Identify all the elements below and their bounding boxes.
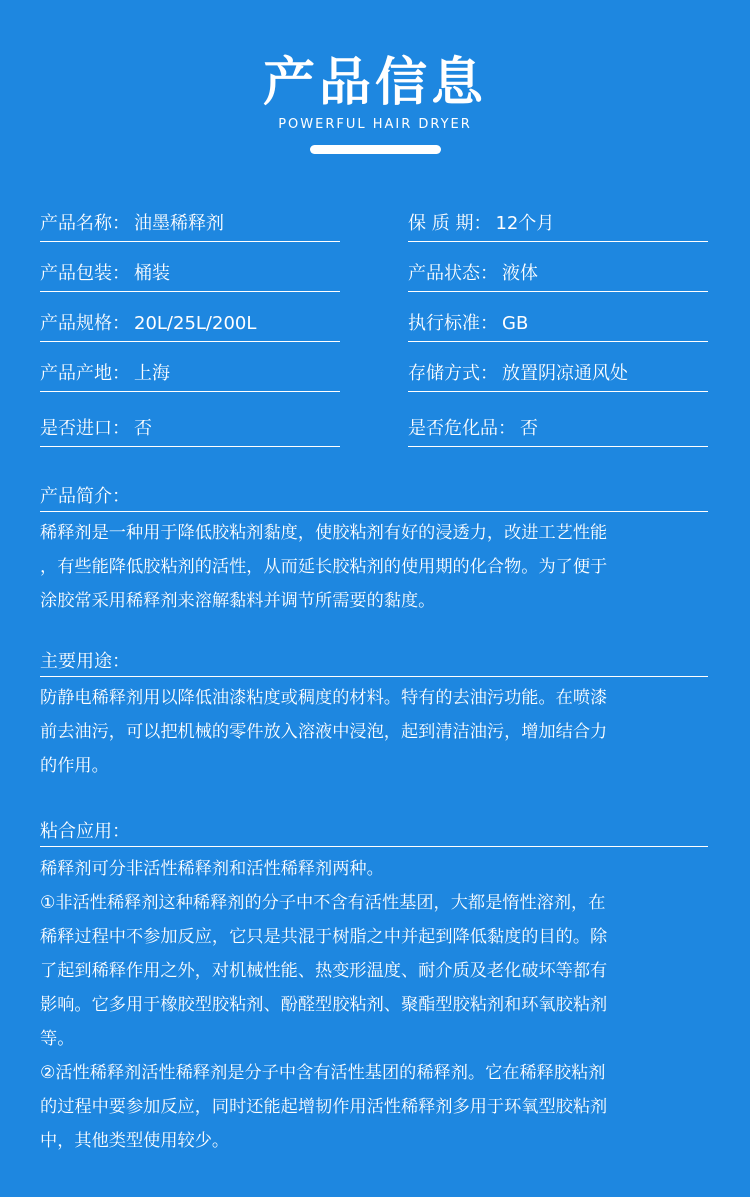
spec-label: 存储方式: [408, 363, 480, 384]
spec-value: 否: [520, 418, 538, 439]
spec-value: 20L/25L/200L: [134, 313, 257, 334]
usage-line: 的作用。: [40, 756, 109, 776]
application-line: 稀释剂可分非活性稀释剂和活性稀释剂两种。: [40, 859, 384, 879]
spec-label: 产品包装: [40, 263, 112, 284]
application-line: 了起到稀释作用之外，对机械性能、热变形温度、耐介质及老化破坏等都有: [40, 961, 608, 981]
spec-value: GB: [502, 313, 529, 334]
spec-shelf-life: 保 质 期： 12个月: [408, 209, 708, 242]
intro-line: 涂胶常采用稀释剂来溶解黏料并调节所需要的黏度。: [40, 591, 436, 611]
application-line: 影响。它多用于橡胶型胶粘剂、酚醛型胶粘剂、聚酯型胶粘剂和环氧胶粘剂: [40, 995, 608, 1015]
spec-value: 桶装: [134, 263, 170, 284]
title-underline-bar: [310, 145, 441, 154]
spec-label: 产品产地: [40, 363, 112, 384]
spec-standard: 执行标准： GB: [408, 309, 708, 342]
intro-line: ，有些能降低胶粘剂的活性，从而延长胶粘剂的使用期的化合物。为了便于: [40, 557, 608, 577]
application-line: 等。: [40, 1029, 75, 1049]
spec-origin: 产品产地： 上海: [40, 359, 340, 392]
application-line: 稀释过程中不参加反应，它只是共混于树脂之中并起到降低黏度的目的。除: [40, 927, 608, 947]
spec-imported: 是否进口： 否: [40, 414, 340, 447]
spec-storage: 存储方式： 放置阴凉通风处: [408, 359, 708, 392]
usage-line: 防静电稀释剂用以降低油漆粘度或稠度的材料。特有的去油污功能。在喷漆: [40, 688, 608, 708]
usage-heading: 主要用途：: [40, 648, 708, 677]
spec-size: 产品规格： 20L/25L/200L: [40, 309, 340, 342]
spec-label: 保 质 期: [408, 213, 474, 234]
spec-hazardous: 是否危化品： 否: [408, 414, 708, 447]
spec-label: 执行标准: [408, 313, 480, 334]
spec-value: 上海: [134, 363, 170, 384]
spec-product-name: 产品名称： 油墨稀释剂: [40, 209, 340, 242]
application-line: ②活性稀释剂活性稀释剂是分子中含有活性基团的稀释剂。它在稀释胶粘剂: [40, 1063, 606, 1083]
page-title: 产品信息: [262, 53, 487, 113]
spec-label: 是否进口: [40, 418, 112, 439]
spec-value: 油墨稀释剂: [134, 213, 224, 234]
usage-line: 前去油污，可以把机械的零件放入溶液中浸泡，起到清洁油污，增加结合力: [40, 722, 608, 742]
spec-label: 是否危化品: [408, 418, 498, 439]
application-heading: 粘合应用：: [40, 818, 708, 847]
intro-body: [40, 516, 710, 618]
application-line: ①非活性稀释剂这种稀释剂的分子中不含有活性基团，大都是惰性溶剂，在: [40, 893, 606, 913]
page-subtitle: POWERFUL HAIR DRYER: [278, 117, 472, 132]
spec-value: 放置阴凉通风处: [502, 363, 628, 384]
usage-body: [40, 681, 710, 783]
spec-state: 产品状态： 液体: [408, 259, 708, 292]
spec-label: 产品名称: [40, 213, 112, 234]
spec-value: 液体: [502, 263, 538, 284]
spec-packaging: 产品包装： 桶装: [40, 259, 340, 292]
application-body: [40, 852, 710, 1158]
application-line: 中，其他类型使用较少。: [40, 1131, 230, 1151]
application-line: 的过程中要参加反应，同时还能起增韧作用活性稀释剂多用于环氧型胶粘剂: [40, 1097, 608, 1117]
intro-heading: 产品简介：: [40, 483, 708, 512]
spec-value: 否: [134, 418, 152, 439]
spec-value: 12个月: [495, 213, 555, 234]
intro-line: 稀释剂是一种用于降低胶粘剂黏度，使胶粘剂有好的浸透力，改进工艺性能: [40, 523, 608, 543]
spec-label: 产品规格: [40, 313, 112, 334]
spec-label: 产品状态: [408, 263, 480, 284]
